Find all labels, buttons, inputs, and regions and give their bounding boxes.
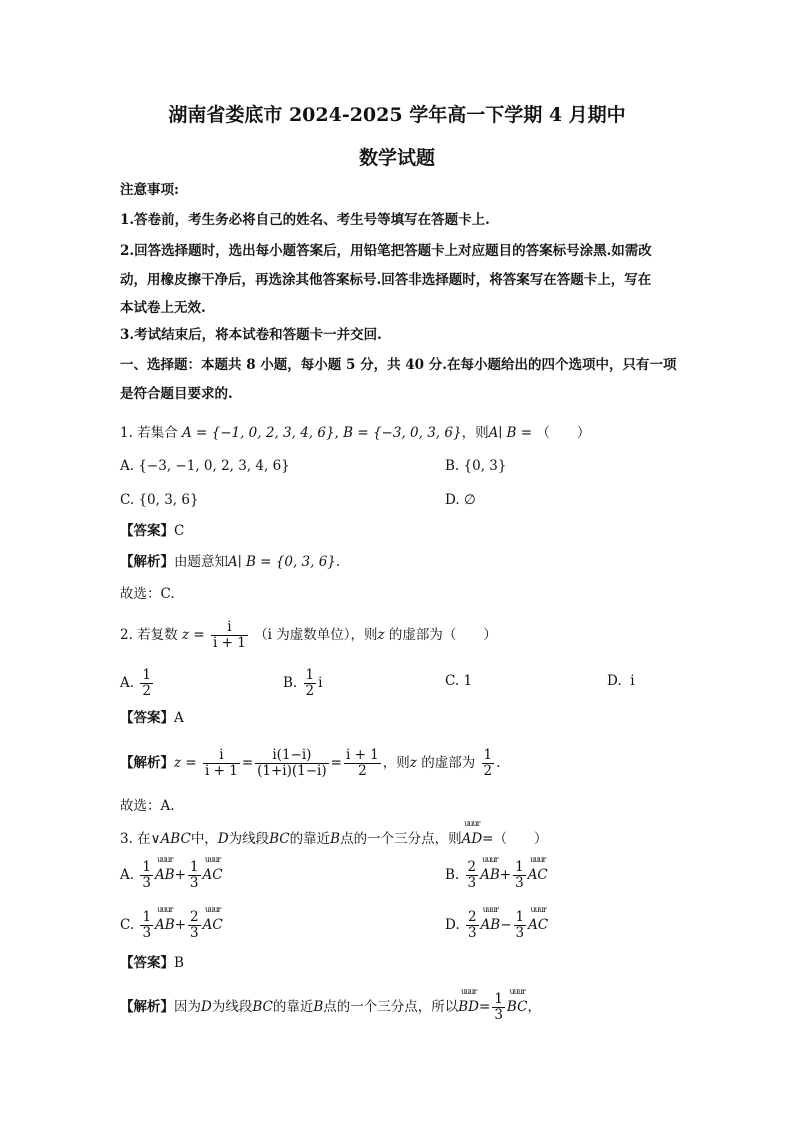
q2-option-d-text: i [630,673,635,689]
q1-analysis [120,552,340,572]
q2-option-a-frac [140,668,153,699]
q2-option-d-label: D. [607,673,622,689]
q2-fraction [211,620,248,651]
q3-analysis-t2: 为线段 [211,999,253,1015]
q3-option-d-v2 [528,905,549,935]
q3-option-b-v2-text: AC [527,867,548,883]
q2-option-a-label: A. [120,675,135,691]
q3-option-a-c1-den: 3 [142,875,151,891]
q3-analysis-bc: BC [252,999,273,1015]
q3-option-b-c2-den: 3 [515,875,524,891]
q3-option-c-v1 [155,905,175,935]
q3-option-b-v2-arrow: uuur [530,855,546,864]
q3-point-d: D [217,831,229,847]
q3-option-a-c1-num: 1 [142,859,151,875]
q3-option-c-c2-den: 3 [190,925,199,941]
q1-answer-tag: 【答案】 [120,523,174,539]
q3-t3: 的靠近 [289,831,331,847]
q1-option-b [445,456,506,476]
q2-analysis-frac-2-num: i(1−i) [255,748,329,764]
q3-option-c-label: C. [120,917,135,933]
q2-analysis-result-num: 1 [483,747,493,763]
q1-analysis-end: . [335,554,341,570]
q3-analysis-vector-bd [458,987,480,1017]
q2-fraction-den: i + 1 [212,635,246,651]
q1-option-c-label: C. [120,492,135,508]
q3-point-b: B [330,831,341,847]
q2-option-a-den: 2 [142,683,151,699]
q1-paren: （ ） [536,425,591,441]
q3-t4: 点的一个三分点，则 [340,831,462,847]
q2-tail: 的虚部为（ ） [388,627,497,643]
notice-heading: 注意事项: [120,182,179,198]
q2-analysis-frac-1 [203,748,240,779]
q3-analysis-vector-bd-arrow: uuur [461,987,477,996]
q3-option-a-c2-num: 1 [189,859,199,875]
q3-option-c-v2-arrow: uuur [205,905,221,914]
q3-analysis-coef-den: 3 [494,1007,503,1023]
notice-item-2-line-2: 动，用橡皮擦干净后，再选涂其他答案标号.回答非选择题时，将答案写在答题卡上，写在 [120,272,652,288]
q3-analysis-vector-bc [506,987,528,1017]
section-heading-line-1: 一、选择题：本题共 8 小题，每小题 5 分，共 40 分.在每小题给出的四个选项中，只有一项 [120,357,677,373]
q3-option-d-op: − [500,917,512,933]
q2-analysis-frac-2-den: (1+i)(1−i) [257,763,327,779]
q3-option-a-v1-text: AB [154,867,175,883]
q3-option-a-v2 [202,855,223,885]
q3-option-d-c1-num: 2 [467,909,477,925]
q3-option-b-c1-num: 2 [467,859,477,875]
q3-option-b-label: B. [445,867,460,883]
q2-analysis-eq-2: = [330,755,342,771]
q3-option-d-c2-den: 3 [515,925,525,941]
q2-analysis-tag: 【解析】 [120,755,174,771]
q3-option-d-v1 [480,905,501,935]
q3-option-c-c1-den: 3 [142,925,152,941]
q1-set-a: A = {−1, 0, 2, 3, 4, 6} [181,425,335,441]
q3-option-d-v1-arrow: uuur [482,905,498,914]
exam-subtitle: 数学试题 [358,147,435,169]
q3-option-b-v1-arrow: uuur [482,855,498,864]
q2-analysis-z2: z [409,755,417,771]
q1-option-d [445,490,476,510]
q2-option-b-den: 2 [305,683,315,699]
q3-option-c-v2 [202,905,223,935]
q2-fraction-num: i [211,620,248,636]
q3-lead: 3. 在 [120,831,151,847]
q3-option-d-c2-num: 1 [515,909,525,925]
q3-option-d-v1-text: AB [480,917,501,933]
q3-option-d-v2-text: AC [528,917,549,933]
q3-analysis-tag: 【解析】 [120,999,174,1015]
q2-analysis-frac-2 [255,748,329,779]
q3-option-b-op: + [499,867,512,883]
q3-option-b-c2-num: 1 [515,859,524,875]
q2-analysis-end: . [496,755,501,771]
q2-option-c-label: C. [445,673,460,689]
q3-option-c-c2 [188,910,201,941]
q3-option-a [120,855,223,891]
q1-expr: A∣ B = [488,425,533,441]
q2-option-a-num: 1 [142,667,151,683]
q3-option-b-v1-text: AB [480,867,500,883]
q2-analysis-z: z = [174,755,197,771]
q2-option-b-label: B. [283,675,298,691]
notice-item-1: 1.答卷前，考生务必将自己的姓名、考生号等填写在答题卡上. [120,212,490,228]
notice-item-2-line-3: 本试卷上无效. [120,300,206,316]
q1-option-a [120,456,290,476]
q3-option-d-c1 [466,910,479,941]
q3-option-a-op: + [174,867,186,883]
q3-analysis-eq: = [479,999,491,1015]
q3-option-c-c1 [140,910,153,941]
q2-note: （i 为虚数单位），则 [254,627,378,643]
q3-analysis-vector-bd-text: BD [458,999,480,1015]
q2-option-b [283,668,322,699]
q1-analysis-lead: 由题意知 [174,554,228,570]
q2-analysis-frac-3-den: 2 [358,763,367,779]
q3-analysis [120,987,541,1023]
q2-option-d [607,671,635,691]
q1-option-a-text: {−3, −1, 0, 2, 3, 4, 6} [138,458,290,474]
q3-segment-bc: BC [269,831,290,847]
q1-conclusion: 故选：C. [120,586,175,602]
q2-analysis-tail: 的虚部为 [421,755,476,771]
q1-mid: ，则 [461,425,489,441]
q3-option-a-c2 [188,860,201,891]
q3-option-d [445,905,549,941]
q3-analysis-t3: 的靠近 [272,999,314,1015]
q3-answer [120,953,184,973]
q3-option-c [120,905,223,941]
q3-t1: 中， [190,831,218,847]
q3-option-b-c1-den: 3 [467,875,477,891]
q3-analysis-d: D [201,999,212,1015]
q2-analysis-frac-3 [344,748,381,779]
q1-option-d-text: ∅ [463,492,476,508]
q2-analysis-mid: ，则 [382,755,410,771]
q2-stem [120,620,497,651]
q1-option-a-label: A. [120,458,135,474]
q2-option-c [445,671,472,691]
notice-item-3: 3.考试结束后，将本试卷和答题卡一并交回. [120,327,382,343]
q2-z-eq: z = [181,627,205,643]
q2-conclusion: 故选：A. [120,798,175,814]
q2-option-c-text: 1 [463,673,473,689]
q2-analysis-result [482,748,495,779]
q1-option-c-text: {0, 3, 6} [138,492,199,508]
q2-analysis-frac-3-num: i + 1 [345,747,379,763]
q3-vector-ad-text: AD [461,831,483,847]
q2-answer [120,708,184,728]
q2-lead: 2. 若复数 [120,627,178,643]
q3-option-d-label: D. [445,917,460,933]
q2-option-a [120,668,155,699]
q3-stem [120,819,548,849]
q1-answer [120,521,184,541]
notice-item-2-line-1: 2.回答选择题时，选出每小题答案后，用铅笔把答题卡上对应题目的答案标号涂黑.如需改 [120,243,652,259]
q3-option-a-v2-text: AC [202,867,223,883]
q3-option-b-v1 [480,855,500,885]
q3-option-d-v2-arrow: uuur [530,905,546,914]
q2-answer-tag: 【答案】 [120,710,174,726]
q1-stem [120,423,590,443]
q3-option-d-c1-den: 3 [467,925,477,941]
q3-analysis-coef [492,992,505,1023]
q2-analysis-result-den: 2 [483,763,493,779]
q3-vector-ad [461,819,483,849]
q1-option-b-text: {0, 3} [463,458,507,474]
q1-lead: 1. 若集合 [120,425,178,441]
q1-sep: , [334,425,339,441]
q3-option-c-v1-arrow: uuur [157,905,173,914]
q3-triangle: ∨ABC [150,831,191,847]
q3-option-a-v1 [154,855,175,885]
q3-option-c-v2-text: AC [202,917,223,933]
q3-option-a-v2-arrow: uuur [204,855,221,864]
q3-analysis-b: B [313,999,324,1015]
section-heading-line-2: 是符合题目要求的. [120,386,233,402]
q1-answer-value: C [174,523,185,539]
q3-answer-tag: 【答案】 [120,955,174,971]
q2-analysis [120,748,500,779]
q3-analysis-vector-bc-text: BC [506,999,528,1015]
q3-vector-ad-arrow: uuur [464,819,480,828]
q3-option-c-c2-num: 2 [190,909,199,925]
q3-eqparen: =（ ） [482,831,548,847]
q1-option-c [120,490,199,510]
q2-option-b-frac [304,668,317,699]
q2-option-b-suffix: i [318,675,323,691]
q3-option-a-v1-arrow: uuur [157,855,173,864]
q3-option-b-c2 [513,860,526,891]
q3-option-a-label: A. [120,867,135,883]
q2-option-b-num: 1 [305,667,315,683]
q3-option-b-c1 [466,860,479,891]
q3-analysis-vector-bc-arrow: uuur [509,987,525,996]
q3-option-b-v2 [527,855,548,885]
q3-option-c-op: + [174,917,187,933]
q3-option-a-c2-den: 3 [189,875,199,891]
q3-analysis-end: ， [527,999,541,1015]
q1-option-d-label: D. [445,492,460,508]
q3-option-c-c1-num: 1 [142,909,152,925]
q2-analysis-frac-1-den: i + 1 [205,763,238,779]
q2-analysis-frac-1-num: i [203,748,240,764]
q1-analysis-tag: 【解析】 [120,554,174,570]
q3-option-c-v1-text: AB [155,917,175,933]
exam-title: 湖南省娄底市 2024-2025 学年高一下学期 4 月期中 [168,104,626,126]
q1-option-b-label: B. [445,458,460,474]
q3-t2: 为线段 [228,831,270,847]
q3-option-d-c2 [514,910,527,941]
q2-analysis-eq-1: = [241,755,254,771]
q3-analysis-t4: 点的一个三分点，所以 [323,999,459,1015]
q2-z: z [377,627,385,643]
q3-option-a-c1 [140,860,153,891]
q3-analysis-coef-num: 1 [494,991,503,1007]
q3-analysis-lead: 因为 [174,999,201,1015]
q2-answer-value: A [174,710,184,726]
q1-analysis-expr: A∣ B = {0, 3, 6} [228,554,336,570]
q1-set-b: B = {−3, 0, 3, 6} [343,425,462,441]
q3-answer-value: B [174,955,184,971]
q3-option-b [445,855,548,891]
